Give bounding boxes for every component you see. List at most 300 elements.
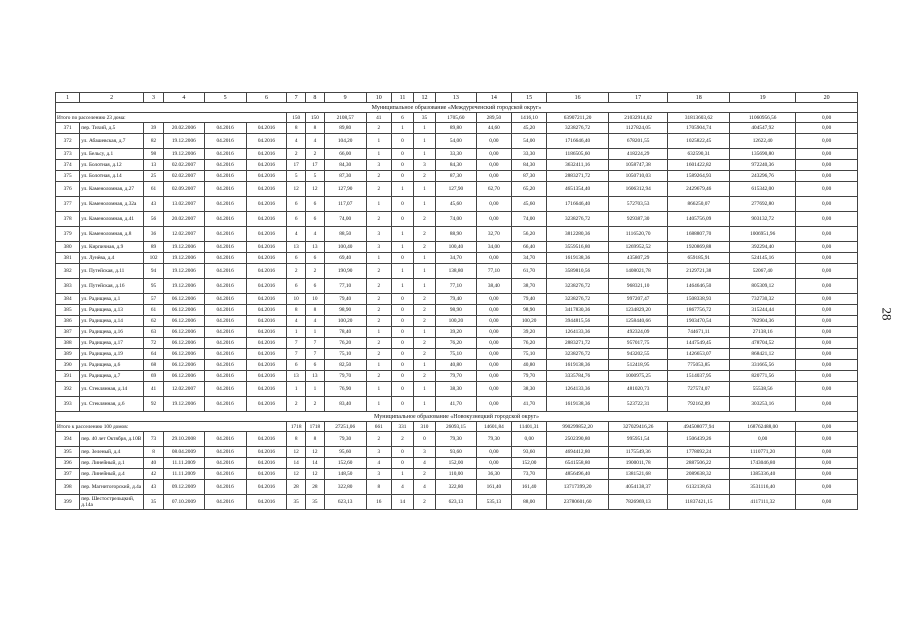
- address-cell: пер. Зеленый, д.4: [80, 447, 144, 458]
- address-cell: пер. Линейный, д.1: [80, 458, 144, 469]
- table-cell: 38,40: [476, 279, 511, 294]
- table-cell: 0,00: [476, 349, 511, 360]
- table-cell: 1264133,36: [547, 382, 609, 397]
- total-value: 63907211,20: [547, 113, 609, 123]
- table-cell: 2: [366, 305, 391, 316]
- total-value: 1705,60: [436, 113, 477, 123]
- table-cell: 277692,80: [730, 197, 796, 212]
- table-cell: 1619138,36: [547, 397, 609, 412]
- total-value: 331: [391, 422, 413, 432]
- table-cell: 1: [391, 242, 413, 253]
- table-cell: 11.11.2009: [163, 469, 204, 480]
- table-row: [56, 349, 858, 360]
- table-cell: 995951,54: [608, 432, 667, 447]
- total-value: 21032914,02: [608, 113, 667, 123]
- address-cell: ул. Каменоломная, д.41: [80, 212, 144, 227]
- table-cell: 478704,52: [730, 338, 796, 349]
- table-cell: 04.2016: [246, 469, 287, 480]
- table-cell: 1385336,40: [730, 469, 796, 480]
- table-cell: 93,60: [512, 447, 547, 458]
- table-cell: 14: [391, 495, 413, 510]
- table-cell: 0,00: [796, 338, 858, 349]
- table-cell: 0: [391, 197, 413, 212]
- table-row: [56, 371, 858, 382]
- table-cell: 44,60: [476, 123, 511, 134]
- table-cell: 14: [306, 458, 325, 469]
- column-number: 12: [413, 93, 435, 103]
- table-cell: 315244,44: [730, 305, 796, 316]
- table-cell: 8: [306, 123, 325, 134]
- table-cell: 1688807,70: [668, 227, 730, 242]
- table-cell: 34,70: [436, 253, 477, 264]
- table-cell: 87,30: [324, 171, 366, 182]
- table-cell: 07.10.2009: [163, 495, 204, 510]
- table-cell: 372: [56, 134, 80, 149]
- table-cell: 0,00: [796, 294, 858, 305]
- table-cell: 0: [391, 305, 413, 316]
- table-cell: 7826969,13: [608, 495, 667, 510]
- table-cell: 04.2016: [246, 227, 287, 242]
- table-cell: 43: [144, 480, 164, 495]
- table-cell: 04.2016: [246, 182, 287, 197]
- table-cell: 72: [144, 338, 164, 349]
- table-cell: 56,20: [512, 227, 547, 242]
- table-cell: 3: [413, 447, 435, 458]
- table-cell: 28: [287, 480, 306, 495]
- table-cell: 04.2016: [246, 382, 287, 397]
- table-cell: 4: [391, 480, 413, 495]
- table-cell: 79,70: [512, 371, 547, 382]
- table-cell: 04.2016: [246, 264, 287, 279]
- table-cell: 997207,47: [608, 294, 667, 305]
- table-cell: 2: [366, 338, 391, 349]
- table-cell: 100,20: [436, 316, 477, 327]
- table-cell: 623,13: [324, 495, 366, 510]
- table-cell: 678201,55: [608, 134, 667, 149]
- table-cell: 3417830,36: [547, 305, 609, 316]
- table-cell: 391: [56, 371, 80, 382]
- table-cell: 04.2016: [246, 305, 287, 316]
- table-cell: 79,30: [324, 432, 366, 447]
- table-cell: 04.2016: [204, 305, 246, 316]
- table-cell: 0,00: [796, 495, 858, 510]
- table-cell: 0,00: [796, 212, 858, 227]
- table-cell: 45,60: [436, 197, 477, 212]
- table-cell: 6: [287, 279, 306, 294]
- table-cell: 04.2016: [204, 160, 246, 171]
- table-cell: 95: [144, 279, 164, 294]
- table-cell: 0,00: [796, 360, 858, 371]
- table-cell: 32,70: [476, 227, 511, 242]
- table-cell: 1743046,80: [730, 458, 796, 469]
- table-cell: 89: [144, 242, 164, 253]
- table-cell: 04.2016: [246, 458, 287, 469]
- table-cell: 1264133,36: [547, 327, 609, 338]
- table-cell: 1: [306, 382, 325, 397]
- table-cell: 1: [366, 134, 391, 149]
- table-cell: 06.12.2006: [163, 338, 204, 349]
- table-cell: 12: [306, 447, 325, 458]
- table-cell: 152,60: [324, 458, 366, 469]
- table-row: [56, 264, 858, 279]
- table-cell: 0,00: [796, 371, 858, 382]
- table-row: [56, 327, 858, 338]
- table-cell: 04.2016: [246, 371, 287, 382]
- address-cell: ул. Лунёва, д.4: [80, 253, 144, 264]
- table-cell: 04.2016: [204, 242, 246, 253]
- table-cell: 04.2016: [204, 123, 246, 134]
- table-cell: 29.10.2008: [163, 432, 204, 447]
- table-cell: 61,70: [512, 264, 547, 279]
- table-cell: 84,30: [436, 160, 477, 171]
- table-cell: 54,00: [436, 134, 477, 149]
- table-cell: 127,90: [436, 182, 477, 197]
- table-cell: 0,00: [796, 382, 858, 397]
- column-number-row: [56, 93, 858, 103]
- table-cell: 152,00: [512, 458, 547, 469]
- table-cell: 57: [144, 294, 164, 305]
- table-cell: 41,70: [512, 397, 547, 412]
- table-cell: 61: [144, 305, 164, 316]
- table-cell: 1: [287, 327, 306, 338]
- table-cell: 2: [366, 371, 391, 382]
- table-cell: 2883271,72: [547, 171, 609, 182]
- table-row: [56, 480, 858, 495]
- section-total-row: [56, 422, 858, 432]
- table-cell: 2: [413, 495, 435, 510]
- table-cell: 04.2016: [204, 212, 246, 227]
- table-cell: 1408021,78: [608, 264, 667, 279]
- table-cell: 138,80: [436, 264, 477, 279]
- table-cell: 6: [306, 212, 325, 227]
- table-cell: 04.2016: [204, 349, 246, 360]
- table-cell: 2: [366, 279, 391, 294]
- column-number: 16: [547, 93, 609, 103]
- table-cell: 04.2016: [246, 495, 287, 510]
- table-row: [56, 458, 858, 469]
- table-cell: 88,90: [436, 227, 477, 242]
- table-cell: 34,00: [476, 242, 511, 253]
- table-row: [56, 134, 858, 149]
- table-cell: 0: [391, 447, 413, 458]
- table-cell: 04.2016: [204, 469, 246, 480]
- table-row: [56, 182, 858, 197]
- table-cell: 943202,55: [608, 349, 667, 360]
- table-cell: 375: [56, 171, 80, 182]
- address-cell: ул. Радищева, д.6: [80, 360, 144, 371]
- table-cell: 0,00: [512, 432, 547, 447]
- table-cell: 04.2016: [204, 227, 246, 242]
- table-cell: 04.2016: [204, 149, 246, 160]
- table-cell: 2887506,22: [668, 458, 730, 469]
- table-row: [56, 316, 858, 327]
- total-value: 1718: [287, 422, 306, 432]
- table-cell: 25: [144, 171, 164, 182]
- table-cell: 0: [391, 160, 413, 171]
- table-cell: 04.2016: [246, 432, 287, 447]
- table-cell: 88,00: [512, 495, 547, 510]
- column-number: 9: [324, 93, 366, 103]
- address-cell: пер. Тихий, д.5: [80, 123, 144, 134]
- table-cell: 8: [306, 432, 325, 447]
- table-cell: 0,00: [476, 253, 511, 264]
- table-cell: 36,30: [476, 469, 511, 480]
- table-cell: 77,10: [476, 264, 511, 279]
- table-cell: 303253,16: [730, 397, 796, 412]
- table-cell: 12: [287, 469, 306, 480]
- table-cell: 1058747,38: [608, 160, 667, 171]
- table-cell: 376: [56, 182, 80, 197]
- table-cell: 392294,40: [730, 242, 796, 253]
- table-row: [56, 338, 858, 349]
- table-cell: 1705904,74: [668, 123, 730, 134]
- table-cell: 2: [306, 397, 325, 412]
- table-cell: 1: [366, 149, 391, 160]
- table-cell: 1900011,78: [608, 458, 667, 469]
- table-cell: 2: [306, 264, 325, 279]
- table-cell: 36: [144, 227, 164, 242]
- table-cell: 2: [366, 212, 391, 227]
- table-cell: 04.2016: [246, 160, 287, 171]
- table-cell: 6: [306, 253, 325, 264]
- table-cell: 61: [144, 182, 164, 197]
- table-cell: 2: [413, 469, 435, 480]
- table-cell: 62,70: [476, 182, 511, 197]
- table-cell: 1920869,88: [668, 242, 730, 253]
- table-cell: 385: [56, 305, 80, 316]
- total-value: 41: [366, 113, 391, 123]
- table-cell: 0,00: [796, 349, 858, 360]
- column-number: 6: [246, 93, 287, 103]
- table-cell: 535,13: [476, 495, 511, 510]
- table-cell: 04.2016: [204, 134, 246, 149]
- table-cell: 39: [144, 123, 164, 134]
- column-number: 17: [608, 93, 667, 103]
- table-cell: 387: [56, 327, 80, 338]
- table-cell: 2089638,32: [668, 469, 730, 480]
- table-cell: 100,40: [436, 242, 477, 253]
- table-row: [56, 149, 858, 160]
- table-cell: 398: [56, 480, 80, 495]
- table-cell: 04.2016: [246, 338, 287, 349]
- table-cell: 117,07: [324, 197, 366, 212]
- table-cell: 0: [391, 134, 413, 149]
- table-cell: 20.02.2007: [163, 212, 204, 227]
- table-cell: 83,40: [324, 397, 366, 412]
- column-number: 13: [436, 93, 477, 103]
- table-cell: 0,00: [476, 338, 511, 349]
- table-cell: 615342,00: [730, 182, 796, 197]
- table-row: [56, 360, 858, 371]
- table-cell: 161,40: [512, 480, 547, 495]
- address-cell: ул. Путейская, д.16: [80, 279, 144, 294]
- table-cell: 481020,73: [608, 382, 667, 397]
- address-cell: ул. Радищева, д.14: [80, 316, 144, 327]
- table-cell: 33,30: [512, 149, 547, 160]
- address-cell: ул. Каменоломная, д.27: [80, 182, 144, 197]
- table-cell: 1000975,25: [608, 371, 667, 382]
- table-cell: 94: [144, 264, 164, 279]
- table-cell: 40: [144, 458, 164, 469]
- total-value: 150: [287, 113, 306, 123]
- total-value: 327029416,26: [608, 422, 667, 432]
- table-cell: 0,00: [796, 305, 858, 316]
- table-cell: 12: [287, 182, 306, 197]
- table-cell: 7: [287, 338, 306, 349]
- table-cell: 6: [287, 253, 306, 264]
- table-cell: 06.12.2006: [163, 371, 204, 382]
- table-cell: 1619138,36: [547, 360, 609, 371]
- table-cell: 2: [413, 242, 435, 253]
- table-cell: 5: [306, 171, 325, 182]
- table-cell: 04.2016: [246, 360, 287, 371]
- table-cell: 3238276,72: [547, 123, 609, 134]
- table-cell: 04.2016: [204, 253, 246, 264]
- table-cell: 1405756,09: [668, 212, 730, 227]
- table-cell: 395: [56, 447, 80, 458]
- table-cell: 06.12.2006: [163, 294, 204, 305]
- table-cell: 45,60: [512, 197, 547, 212]
- column-number: 7: [287, 93, 306, 103]
- table-cell: 190,90: [324, 264, 366, 279]
- table-row: [56, 160, 858, 171]
- table-cell: 19.12.2006: [163, 149, 204, 160]
- table-cell: 0,00: [476, 371, 511, 382]
- table-cell: 418224,29: [608, 149, 667, 160]
- table-cell: 2: [287, 264, 306, 279]
- table-cell: 0,00: [476, 305, 511, 316]
- address-cell: ул. Каменоломная, д.8: [80, 227, 144, 242]
- table-cell: 2: [366, 432, 391, 447]
- table-cell: 2502390,80: [547, 432, 609, 447]
- table-cell: 0: [391, 149, 413, 160]
- table-body: [56, 93, 858, 510]
- address-cell: пер. Магнитогорский, д.4а: [80, 480, 144, 495]
- table-cell: 0,00: [796, 242, 858, 253]
- table-cell: 2: [287, 397, 306, 412]
- table-cell: 389: [56, 349, 80, 360]
- table-cell: 38,30: [436, 382, 477, 397]
- table-cell: 2: [413, 227, 435, 242]
- table-cell: 0,00: [476, 149, 511, 160]
- table-cell: 623,13: [436, 495, 477, 510]
- table-cell: 04.2016: [204, 382, 246, 397]
- table-cell: 0: [391, 171, 413, 182]
- table-cell: 04.2016: [246, 294, 287, 305]
- table-cell: 1: [366, 327, 391, 338]
- table-cell: 1867756,72: [668, 305, 730, 316]
- table-cell: 13: [144, 160, 164, 171]
- table-cell: 1447549,45: [668, 338, 730, 349]
- table-row: [56, 123, 858, 134]
- table-cell: 04.2016: [204, 495, 246, 510]
- column-number: 10: [366, 93, 391, 103]
- table-cell: 110,00: [436, 469, 477, 480]
- table-cell: 380: [56, 242, 80, 253]
- table-cell: 62: [144, 316, 164, 327]
- table-cell: 04.2016: [204, 294, 246, 305]
- table-cell: 3: [366, 160, 391, 171]
- table-cell: 572703,53: [608, 197, 667, 212]
- table-cell: 1: [306, 327, 325, 338]
- table-cell: 06.12.2006: [163, 360, 204, 371]
- table-cell: 19.12.2006: [163, 253, 204, 264]
- table-cell: 6: [287, 360, 306, 371]
- table-cell: 0,00: [476, 316, 511, 327]
- table-cell: 632590,31: [668, 149, 730, 160]
- table-cell: 2: [391, 432, 413, 447]
- table-cell: 3: [413, 160, 435, 171]
- table-cell: 13: [306, 242, 325, 253]
- address-cell: ул. Болотная, д.14: [80, 171, 144, 182]
- table-cell: 40,80: [436, 360, 477, 371]
- table-cell: 3: [366, 242, 391, 253]
- table-cell: 6: [287, 197, 306, 212]
- table-cell: 1: [391, 469, 413, 480]
- table-cell: 41: [144, 382, 164, 397]
- table-cell: 04.2016: [246, 349, 287, 360]
- table-cell: 6: [306, 360, 325, 371]
- table-cell: 3: [366, 227, 391, 242]
- table-cell: 04.2016: [204, 264, 246, 279]
- table-cell: 0,00: [796, 149, 858, 160]
- table-cell: 06.12.2006: [163, 305, 204, 316]
- table-cell: 19.12.2006: [163, 279, 204, 294]
- table-cell: 41,70: [436, 397, 477, 412]
- table-cell: 0,00: [796, 469, 858, 480]
- table-cell: 3238276,72: [547, 349, 609, 360]
- table-cell: 2883271,72: [547, 338, 609, 349]
- table-cell: 6: [306, 279, 325, 294]
- table-cell: 152,00: [436, 458, 477, 469]
- table-cell: 492324,09: [608, 327, 667, 338]
- table-cell: 2: [366, 316, 391, 327]
- table-cell: 77,10: [436, 279, 477, 294]
- table-cell: 79,30: [436, 432, 477, 447]
- table-row: [56, 242, 858, 253]
- table-cell: 3632411,16: [547, 160, 609, 171]
- table-cell: 76,20: [436, 338, 477, 349]
- table-cell: 523722,31: [608, 397, 667, 412]
- total-label: Итого к расселению 100 домов:: [56, 422, 287, 432]
- table-cell: 2: [366, 171, 391, 182]
- table-cell: 0,00: [476, 397, 511, 412]
- table-cell: 87,30: [436, 171, 477, 182]
- table-cell: 2: [413, 171, 435, 182]
- table-cell: 1: [287, 382, 306, 397]
- table-cell: 0,00: [796, 134, 858, 149]
- page-number: 28: [879, 307, 895, 321]
- table-cell: 388: [56, 338, 80, 349]
- table-row: [56, 171, 858, 182]
- table-cell: 73: [144, 432, 164, 447]
- table-cell: 1716646,40: [547, 134, 609, 149]
- column-number: 4: [163, 93, 204, 103]
- table-cell: 79,70: [436, 371, 477, 382]
- table-cell: 792162,89: [668, 397, 730, 412]
- table-cell: 12622,40: [730, 134, 796, 149]
- table-cell: 04.2016: [246, 327, 287, 338]
- table-cell: 20.02.2006: [163, 123, 204, 134]
- table-cell: 38,70: [512, 279, 547, 294]
- table-cell: 0,00: [730, 432, 796, 447]
- table-cell: 968321,10: [608, 279, 667, 294]
- table-cell: 1234829,20: [608, 305, 667, 316]
- table-cell: 386: [56, 316, 80, 327]
- total-label: Итого по расселению 23 дома:: [56, 113, 287, 123]
- total-value: 2108,57: [324, 113, 366, 123]
- table-cell: 1127824,05: [608, 123, 667, 134]
